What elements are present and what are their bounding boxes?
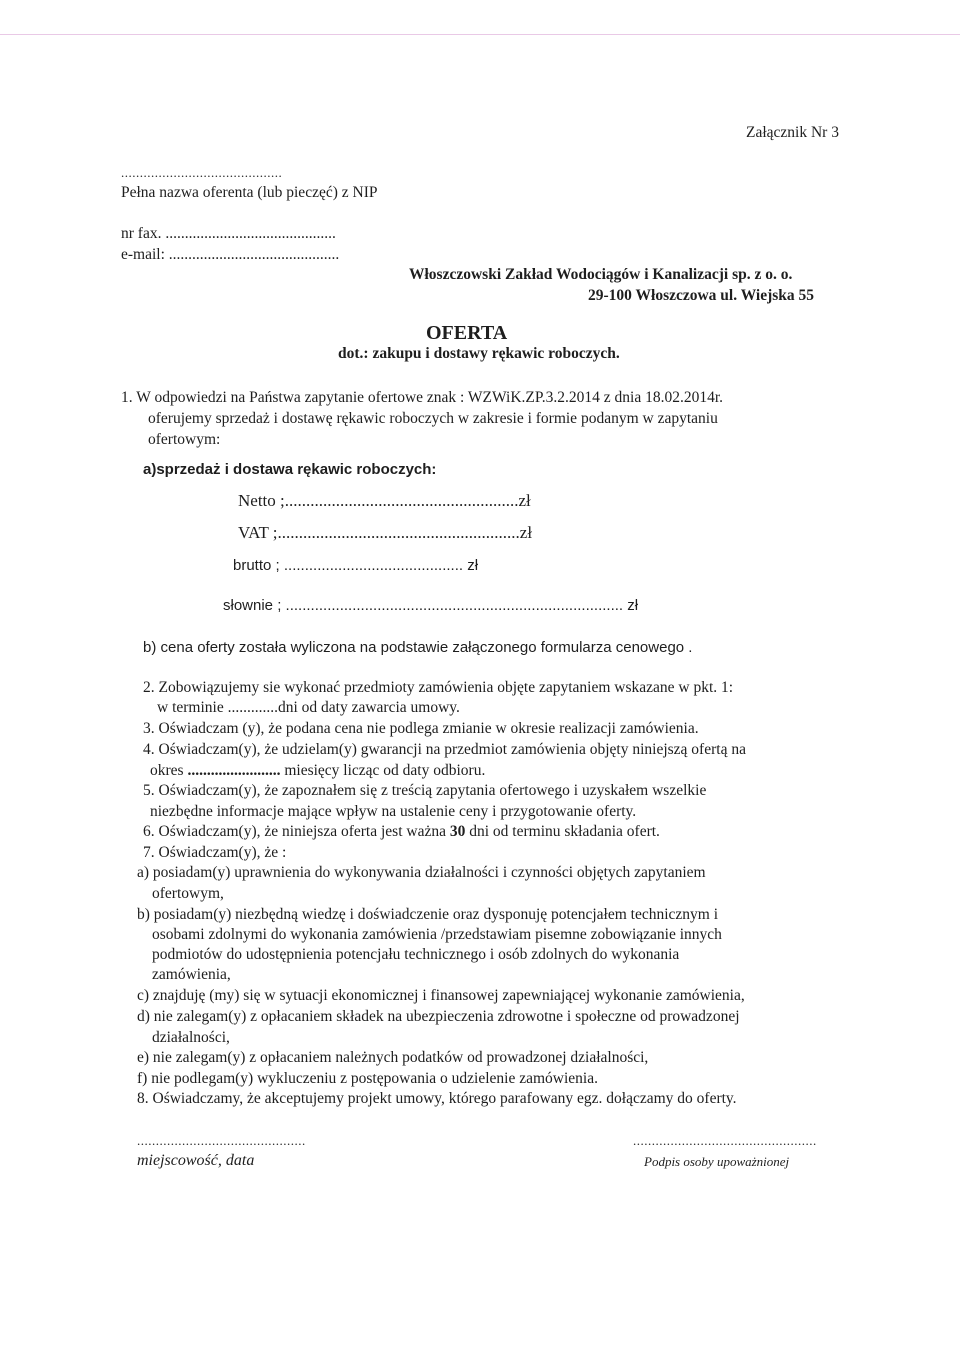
point-7b-line-1: b) posiadam(y) niezbędną wiedzę i doświadczenie oraz dysponuję potencjałem technicznym i — [137, 906, 719, 923]
fax-line: nr fax. ............................................ — [121, 225, 336, 242]
point-6-days: 30 — [449, 823, 466, 840]
point-7b-line-3: podmiotów do udostępnienia potencjału technicznego i osób zdolnych do wykonania — [152, 946, 680, 963]
offeror-name-dots: ........................................... — [121, 165, 283, 180]
place-date-dots: ............................................. — [137, 1133, 306, 1148]
point-5-line-2: niezbędne informacje mające wpływ na ustalenie ceny i przygotowanie oferty. — [150, 803, 637, 820]
netto-line: Netto ;.......................................................zł — [238, 491, 531, 510]
brutto-line: brutto ; ........................................... zł — [233, 557, 479, 574]
point-2-line-2: w terminie .............dni od daty zawarcia umowy. — [157, 699, 460, 716]
point-4-line-1: 4. Oświadczam(y), że udzielam(y) gwarancji na przedmiot zamówienia objęty niniejszą ofertą na — [143, 741, 746, 758]
point-1-line-3: ofertowym: — [148, 431, 221, 448]
point-6-post: dni od terminu składania ofert. — [465, 823, 660, 840]
document-subtitle: dot.: zakupu i dostawy rękawic roboczych. — [338, 345, 620, 362]
slownie-line: słownie ; ................................................................................. zł — [223, 597, 639, 614]
recipient-line-2: 29-100 Włoszczowa ul. Wiejska 55 — [588, 287, 815, 304]
point-7f: f) nie podlegam(y) wykluczeniu z postępowania o udzielenie zamówienia. — [137, 1070, 598, 1087]
point-4-dots: ........................ — [187, 762, 281, 779]
offeror-name-label: Pełna nazwa oferenta (lub pieczęć) z NIP — [121, 184, 378, 201]
signature-label: Podpis osoby upoważnionej — [644, 1154, 790, 1169]
attachment-label: Załącznik Nr 3 — [746, 124, 839, 141]
email-line: e-mail: ............................................ — [121, 246, 340, 263]
point-4-post: miesięcy licząc od daty odbioru. — [280, 762, 486, 779]
point-7d-line-2: działalności, — [152, 1029, 230, 1046]
recipient-line-1: Włoszczowski Zakład Wodociągów i Kanalizacji sp. z o. o. — [409, 266, 793, 283]
point-7c: c) znajduję (my) się w sytuacji ekonomicznej i finansowej zapewniającej wykonanie zamówienia, — [137, 987, 745, 1004]
section-a-heading: a)sprzedaż i dostawa rękawic roboczych: — [143, 461, 437, 478]
point-3: 3. Oświadczam (y), że podana cena nie podlega zmianie w okresie realizacji zamówienia. — [143, 720, 699, 737]
point-7a-line-1: a) posiadam(y) uprawnienia do wykonywania działalności i czynności objętych zapytaniem — [137, 864, 706, 881]
point-1-line-1: 1. W odpowiedzi na Państwa zapytanie ofertowe znak : WZWiK.ZP.3.2.2014 z dnia 18.02.2014r. — [121, 389, 724, 406]
point-4-line-2 — [150, 762, 485, 780]
place-date-label: miejscowość, data — [137, 1152, 255, 1169]
vat-line: VAT ;.........................................................zł — [238, 523, 533, 542]
signature-dots: ................................................. — [633, 1133, 817, 1148]
document-title: OFERTA — [426, 322, 508, 344]
point-5-line-1: 5. Oświadczam(y), że zapoznałem się z treścią zapytania ofertowego i uzyskałem wszelkie — [143, 782, 707, 799]
point-7b-line-2: osobami zdolnymi do wykonania zamówienia /przedstawiam pisemne zobowiązanie innych — [152, 926, 722, 943]
point-7e: e) nie zalegam(y) z opłacaniem należnych podatków od prowadzonej działalności, — [137, 1049, 649, 1066]
point-7d-line-1: d) nie zalegam(y) z opłacaniem składek na ubezpieczenia zdrowotne i społeczne od prowadzonej — [137, 1008, 740, 1025]
point-6 — [143, 823, 660, 841]
point-7a-line-2: ofertowym, — [152, 885, 224, 902]
point-7b-line-4: zamówienia, — [152, 966, 231, 983]
point-2-line-1: 2. Zobowiązujemy sie wykonać przedmioty zamówienia objęte zapytaniem wskazane w pkt. 1: — [143, 679, 734, 696]
point-7: 7. Oświadczam(y), że : — [143, 844, 287, 861]
point-1-line-2: oferujemy sprzedaż i dostawę rękawic roboczych w zakresie i formie podanym w zapytaniu — [148, 410, 718, 427]
section-b-text: b) cena oferty została wyliczona na podstawie załączonego formularza cenowego . — [143, 639, 693, 656]
point-6-pre: 6. Oświadczam(y), że niniejsza oferta jest ważna — [143, 823, 450, 840]
page-top-edge — [0, 34, 960, 35]
point-4-okres: okres — [150, 762, 188, 779]
point-8: 8. Oświadczamy, że akceptujemy projekt umowy, którego parafowany egz. dołączamy do oferty. — [137, 1090, 737, 1107]
